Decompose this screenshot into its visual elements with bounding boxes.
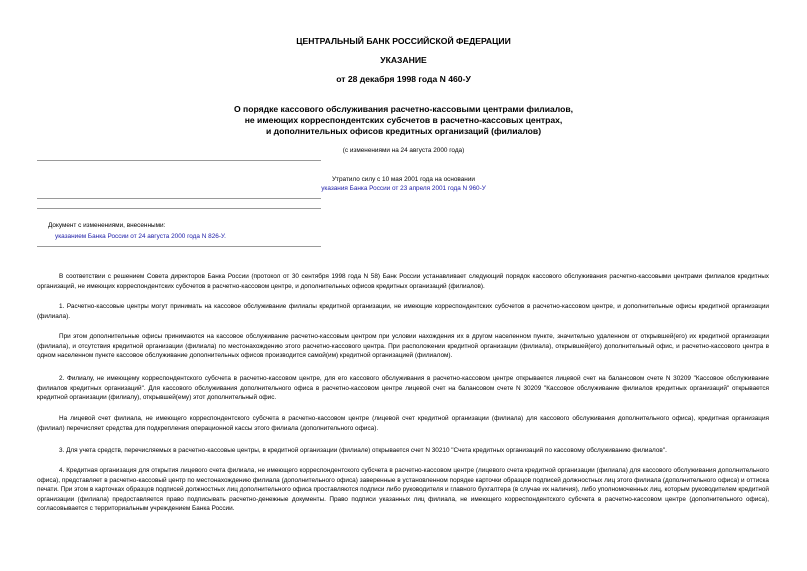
body-paragraph xyxy=(37,466,769,514)
issuer-heading: ЦЕНТРАЛЬНЫЙ БАНК РОССИЙСКОЙ ФЕДЕРАЦИИ xyxy=(296,36,511,46)
changes-reference-link[interactable]: указанием Банка России от 24 августа 2000 года N 826-У. xyxy=(55,233,226,240)
title-line: и дополнительных офисов кредитных организаций (филиалов) xyxy=(265,126,542,136)
body-paragraph xyxy=(37,374,769,403)
body-paragraph xyxy=(37,332,769,361)
body-paragraph xyxy=(37,446,769,456)
paragraph-text: 1. Расчетно-кассовые центры могут принимать на кассовое обслуживание филиалы кредитной организации, не имеющие корреспондентских субсчетов в расчетно-кассовом центре, и дополнительные офисы кредитной организации (филиала). xyxy=(37,303,769,320)
body-paragraph xyxy=(37,302,769,321)
divider xyxy=(37,160,321,161)
paragraph-text: На лицевой счет филиала, не имеющего корреспондентского субсчета в расчетно-кассовом центре (лицевой счет кредитной организации (филиала) для кассового обслуживания дополнительного офиса), кредитная организация (филиал) перечисляет средства для подкрепления операционной кассы этого филиала (дополнительного офиса). xyxy=(37,415,769,432)
title-line: О порядке кассового обслуживания расчетно-кассовыми центрами филиалов, xyxy=(233,104,574,114)
document-date: от 28 декабря 1998 года N 460-У xyxy=(336,74,471,84)
divider xyxy=(37,246,321,247)
paragraph-text: 2. Филиалу, не имеющему корреспондентского субсчета в расчетно-кассовом центре, для его кассового обслуживания в расчетно-кассовом центре открывается лицевой счет на балансовом счете N 30209 "Кассовое обслуживание филиалов кредитных организаций". Для кассового обслуживания дополнительного офиса в расчетно-кассовом центре лицевой счет на балансовом счете N 30209 "Кассовое обслуживание филиалов кредитных организаций" открывается кредитной организации (филиалу), открывшей(ему) этот дополнительный офис. xyxy=(37,375,769,402)
paragraph-text: В соответствии с решением Совета директоров Банка России (протокол от 30 сентября 1998 года N 58) Банк России устанавливает следующий порядок кассового обслуживания расчетно-кассовыми центрами филиалов кредитных организаций, не имеющих корреспондентских субсчетов в расчетно-кассовом центре, и дополнительных офисов кредитных организаций (филиалов). xyxy=(37,273,769,290)
lapsed-reference-link[interactable]: указания Банка России от 23 апреля 2001 года N 960-У xyxy=(321,185,486,192)
changes-label: Документ с изменениями, внесенными: xyxy=(48,222,166,229)
paragraph-text: При этом дополнительные офисы принимаются на кассовое обслуживание расчетно-кассовым центром при условии нахождения их в другом населенном пункте, значительно удаленном от открывшей(его) их кредитной организации (филиала), и отсутствия кредитной организации (филиала) по местонахождению этого расчетно-кассового центра. При расположении кредитной организации (филиала), открывшей(его) дополнительный офис, и расчетно-кассового центра в одном населенном пункте кассовое обслуживание дополнительных офисов производится самой(им) кредитной организацией (филиалом). xyxy=(37,333,769,360)
divider xyxy=(37,198,321,199)
body-paragraph xyxy=(37,414,769,433)
title-line: не имеющих корреспондентских субсчетов в расчетно-кассовых центрах, xyxy=(244,115,563,125)
document-type: УКАЗАНИЕ xyxy=(380,55,427,65)
amendment-note: (с изменениями на 24 августа 2000 года) xyxy=(342,147,465,154)
lapsed-notice: Утратило силу с 10 мая 2001 года на основании xyxy=(332,176,475,183)
body-paragraph xyxy=(37,272,769,291)
paragraph-text: 3. Для учета средств, перечисляемых в расчетно-кассовые центры, в кредитной организации (филиале) открывается счет N 30210 "Счета кредитных организаций по кассовому обслуживанию филиалов". xyxy=(59,447,667,454)
divider xyxy=(37,208,321,209)
paragraph-text: 4. Кредитная организация для открытия лицевого счета филиала, не имеющего корреспондентского субсчета в расчетно-кассовом центре (лицевого счета кредитной организации (филиала) для кассового обслуживания дополнительного офиса), представляет в расчетно-кассовый центр по местонахождению филиала (дополнительного офиса) заверенные в установленном порядке карточки образцов подписей должностных лиц этого филиала (дополнительного офиса) и оттиска печати. При этом в карточках образцов подписей должностных лиц дополнительного офиса проставляются подписи либо руководителя и главного бухгалтера (в случае их наличия), либо уполномоченных лиц, которым руководителем кредитной организации (филиала) предоставляется право подписывать расчетно-денежные документы. Право подписи указанных лиц филиала, не имеющего корреспондентского субсчета в расчетно-кассовом центре (дополнительного офиса), согласовывается с территориальным учреждением Банка России. xyxy=(37,467,769,513)
document-title xyxy=(0,104,807,137)
